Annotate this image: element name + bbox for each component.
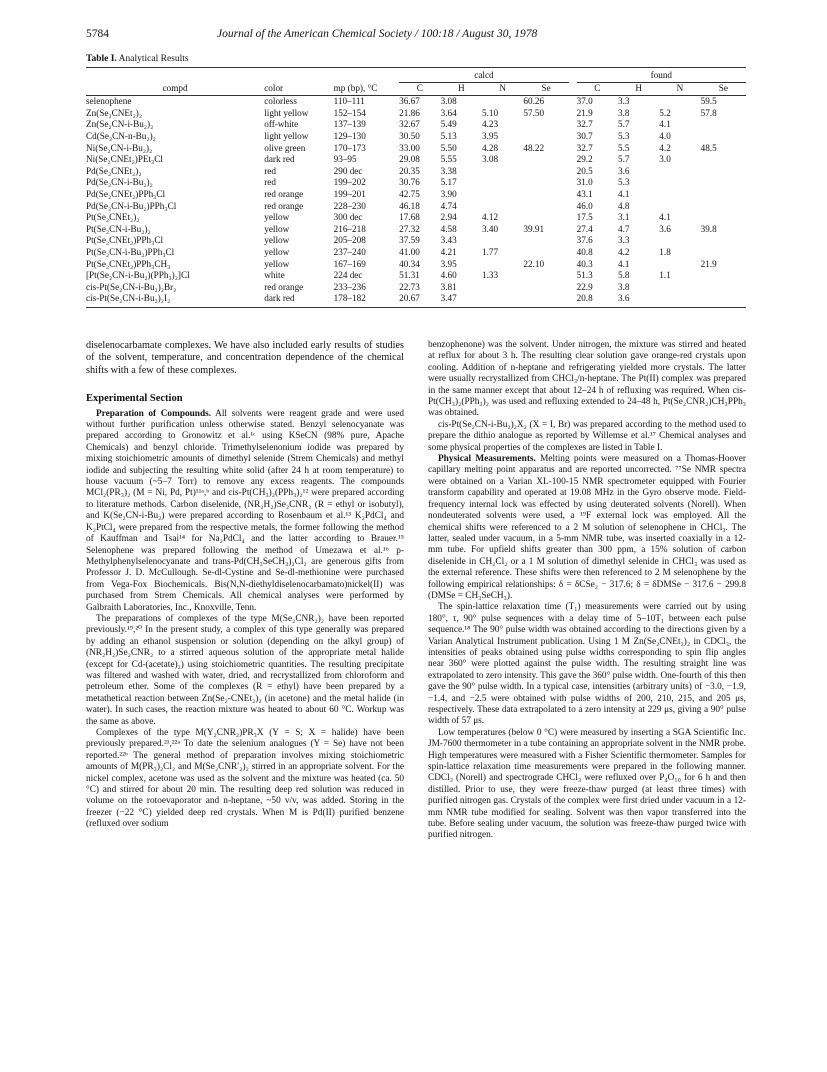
table-cell: red orange	[264, 188, 304, 199]
table-cell: 3.08	[482, 154, 499, 165]
table-row	[86, 131, 746, 143]
table-cell: 43.1	[576, 188, 593, 199]
table-cell: 3.08	[440, 96, 457, 107]
table-cell: white	[264, 270, 285, 281]
table-cell: selenophene	[86, 96, 132, 107]
table-cell: Pd(Se₂CNEt₂)₂	[86, 165, 142, 176]
found-group-header: found	[577, 68, 746, 83]
table-cell: Pt(Se₂CNEt₂)PPh₃Cl	[86, 235, 163, 246]
table-cell: 3.1	[618, 212, 630, 223]
table-cell: 170–173	[333, 142, 366, 153]
table-cell: 4.60	[440, 270, 457, 281]
table-cell	[701, 154, 746, 166]
paragraph	[86, 409, 404, 614]
table-title-text: Analytical Results	[116, 54, 189, 64]
table-cell: 17.5	[576, 212, 593, 223]
table-cell	[659, 166, 700, 178]
table-cell: 5.55	[440, 154, 457, 165]
table-cell: 17.68	[399, 212, 420, 223]
table-cell	[523, 119, 568, 131]
table-cell: 37.0	[576, 96, 593, 107]
table-gap	[569, 259, 577, 271]
table-cell	[701, 293, 746, 307]
table-cell: cis-Pt(Se₂CN-i-Bu₂)₂Br₂	[86, 281, 177, 292]
table-cell: 205–208	[333, 235, 366, 246]
table-cell: Zn(Se₂CN-i-Bu₂)₂	[86, 119, 154, 130]
table-cell	[701, 201, 746, 213]
table-cell: 4.12	[482, 212, 499, 223]
table-cell: 46.0	[576, 200, 593, 211]
table-cell: 5.17	[440, 177, 457, 188]
table-cell: 5.10	[482, 107, 499, 118]
column-header: C	[577, 82, 618, 96]
table-cell: red orange	[264, 200, 304, 211]
table-row	[86, 212, 746, 224]
column-header: Se	[523, 82, 568, 96]
table-cell: 57.50	[523, 107, 545, 118]
table-cell	[523, 201, 568, 213]
body-text	[86, 340, 746, 842]
table-cell: 40.8	[576, 246, 593, 257]
table-cell	[701, 177, 746, 189]
table-cell: 39.91	[523, 223, 545, 234]
table-row	[86, 143, 746, 155]
table-cell: 237–240	[333, 246, 366, 257]
table-cell: 3.6	[659, 223, 671, 234]
table-cell: cis-Pt(Se₂CN-i-Bu₂)₂I₂	[86, 293, 264, 307]
table-gap	[569, 235, 577, 247]
table-cell: 22.9	[576, 281, 593, 292]
table-cell: yellow	[264, 258, 290, 269]
table-row	[86, 177, 746, 189]
table-cell: 5.5	[618, 142, 630, 153]
column-header: H	[441, 82, 482, 96]
table-cell: 3.3	[618, 235, 630, 246]
table-cell: yellow	[264, 223, 290, 234]
table-cell: 3.6	[618, 293, 659, 307]
table-cell	[523, 177, 568, 189]
table-cell: 37.59	[399, 235, 420, 246]
table-cell: 60.26	[523, 96, 545, 107]
table-cell: 4.21	[440, 246, 457, 257]
table-cell: olive green	[264, 142, 306, 153]
paragraph: cis-Pt(Se₂CN-i-Bu₂)₂X₂ (X = I, Br) was prepared according to the method used to prepare the dithio analogue as reported by Willemse et al.¹⁷ Chemical analyses and some physical properties of the complexes are listed in Table I.	[428, 419, 746, 453]
table-cell	[701, 131, 746, 143]
table-cell	[701, 235, 746, 247]
table-cell	[659, 259, 700, 271]
table-cell: 41.00	[399, 246, 420, 257]
table-cell	[482, 201, 523, 213]
table-cell: 27.32	[399, 223, 420, 234]
table-cell: 3.81	[440, 281, 457, 292]
table-cell: 48.22	[523, 142, 545, 153]
column-header: H	[618, 82, 659, 96]
page-number: 5784	[86, 28, 109, 40]
table-cell: 40.34	[399, 258, 420, 269]
right-column	[428, 340, 746, 842]
table-cell: 4.8	[618, 200, 630, 211]
table-cell	[523, 282, 568, 294]
table-cell	[482, 166, 523, 178]
table-cell: 152–154	[333, 107, 366, 118]
table-cell	[482, 235, 523, 247]
table-cell: 4.0	[659, 130, 671, 141]
table-cell	[482, 177, 523, 189]
table-column-header	[86, 82, 746, 96]
table-cell: yellow	[264, 212, 290, 223]
journal-citation: Journal of the American Chemical Society / 100:18 / August 30, 1978	[217, 28, 538, 40]
table-cell	[523, 235, 568, 247]
table-cell: yellow	[264, 246, 290, 257]
column-header: compd	[86, 82, 264, 96]
table-caption	[86, 54, 746, 64]
table-cell: red orange	[264, 281, 304, 292]
table-row	[86, 270, 746, 282]
table-gap	[569, 201, 577, 213]
table-cell: 93–95	[333, 154, 357, 165]
table-cell: Pd(Se₂CN-i-Bu₂)PPh₃Cl	[86, 200, 177, 211]
table-cell: 178–182	[334, 293, 399, 307]
table-cell: 3.0	[659, 154, 671, 165]
column-header: color	[264, 82, 333, 96]
table-cell: red	[264, 165, 276, 176]
table-cell: 5.50	[440, 142, 457, 153]
table-cell	[701, 212, 746, 224]
calcd-group-header: calcd	[399, 68, 569, 83]
table-cell	[701, 119, 746, 131]
table-cell	[482, 96, 523, 108]
table-cell	[701, 282, 746, 294]
table-cell: dark red	[264, 154, 295, 165]
table-cell: 5.3	[618, 130, 630, 141]
table-cell	[659, 282, 700, 294]
table-cell: 5.7	[618, 154, 630, 165]
table-row	[86, 189, 746, 201]
table-cell	[482, 189, 523, 201]
table-cell: 20.35	[399, 165, 420, 176]
table-cell: Pt(Se₂CN-i-Bu₂)₂	[86, 223, 151, 234]
table-gap	[569, 212, 577, 224]
table-cell: 39.8	[700, 223, 717, 234]
table-cell: 30.76	[399, 177, 420, 188]
table-row	[86, 96, 746, 108]
table-cell	[482, 259, 523, 271]
table-cell: Pt(Se₂CN-i-Bu₂)PPh₃Cl	[86, 246, 175, 257]
table-gap	[569, 166, 577, 178]
column-header: N	[659, 82, 700, 96]
table-cell: 36.67	[399, 96, 420, 107]
table-cell: Pt(Se₂CNEt₂)₂	[86, 212, 140, 223]
table-cell: dark red	[264, 293, 333, 307]
table-cell: 1.33	[482, 270, 499, 281]
table-cell: 29.08	[399, 154, 420, 165]
table-cell: Zn(Se₂CNEt₂)₂	[86, 107, 143, 118]
table-cell: 224 dec	[333, 270, 363, 281]
table-cell	[659, 177, 700, 189]
table-body	[86, 96, 746, 308]
table-cell	[482, 293, 523, 307]
table-cell: 21.86	[399, 107, 420, 118]
intro-paragraph: diselenocarbamate complexes. We have also included early results of studies of the solvent, temperature, and concentration dependence of the chemical shifts with a few of these complexes.	[86, 340, 404, 376]
table-cell: 4.1	[659, 119, 671, 130]
running-header	[86, 28, 746, 46]
table-cell	[523, 189, 568, 201]
table-cell: 48.5	[700, 142, 717, 153]
table-cell: 32.7	[576, 119, 593, 130]
table-cell: 57.8	[700, 107, 717, 118]
run-in-heading: Physical Measurements.	[438, 454, 536, 465]
table-cell: 4.28	[482, 142, 499, 153]
table-cell: 3.6	[618, 165, 630, 176]
table-cell	[523, 270, 568, 282]
table-cell: 30.7	[576, 130, 593, 141]
table-cell: 22.73	[399, 281, 420, 292]
table-cell: 4.58	[440, 223, 457, 234]
table-cell: 228–230	[333, 200, 366, 211]
table-cell: colorless	[264, 96, 297, 107]
paragraph: benzophenone) was the solvent. Under nitrogen, the mixture was stirred and heated at reflux for about 3 h. The resulting clear solution gave orange-red crystals upon cooling. Addition of n-heptane and refrigerating yielded more crystals. The latter were usually recrystallized from CHCl₃/n-heptane. The Pt(II) complex was prepared in the same manner except that about 12–24 h of refluxing was required. When cis-Pt(CH₃)₂(PPh₃)₂ was used and refluxing extended to 24–48 h, Pt(Se₂CNR₂)CH₃PPh₃ was obtained.	[428, 340, 746, 419]
table-cell: 4.7	[618, 223, 630, 234]
table-cell: light yellow	[264, 130, 309, 141]
table-row	[86, 166, 746, 178]
table-cell: 51.3	[576, 270, 593, 281]
table-cell: 37.6	[576, 235, 593, 246]
table-cell: 20.8	[577, 293, 618, 307]
table-gap	[569, 293, 577, 307]
table-cell: [Pt(Se₂CN-i-Bu₂)(PPh₃)₂]Cl	[86, 270, 190, 281]
table-cell: 4.74	[440, 200, 457, 211]
table-gap	[569, 154, 577, 166]
table-cell: 3.8	[618, 107, 630, 118]
table-cell: 32.67	[399, 119, 420, 130]
table-cell: 233–236	[333, 281, 366, 292]
paragraph-text: All solvents were reagent grade and were used without further purification unless otherwise stated. Benzyl selenocyanate was prepared according to Gronowitz et al.¹ᶜ using KSeCN (98% pure, Apache Chemicals) and benzyl chloride. Trimethylselenonium iodide was prepared by mixing stoichiometric amounts of dimethyl selenide (Strem Chemicals) and methyl iodide and subjecting the resulting white solid (after 24 h at room temperature) to house vacuum (~5–7 Torr) to remove any excess reagents. The compounds MCl₂(PR₃)₂ (M = Ni, Pd, Pt)¹¹ᵃ,ᵇ and cis-Pt(CH₃)₂(PPh₃)₂¹² were prepared according to literature methods. Carbon diselenide, (NR₂H₂)Se₂CNR₂ (R = ethyl or isobutyl), and K(Se₂CN-i-Bu₂) were prepared according to Rosenbaum et al.¹³ K₂PdCl₄ and K₂PtCl₄ were prepared from the respective metals, the former following the method of Kauffman and Tsai¹⁴ for Na₂PdCl₄ and the latter according to Brauer.¹⁵ Selenophene was prepared following the method of Umezawa et al.¹⁶ p-Methylphenylselenocyanate and trans-Pd(CH₃SeCH₃)₂Cl₂ are generous gifts from Professor J. D. McCullough. Se-dl-Cystine and Se-dl-methionine were purchased from Vega-Fox Biochemicals. Bis(N,N-diethyldiselenocarbamato)nickel(II) was purchased from Strem Chemicals. All chemical analyses were performed by Galbraith Laboratories, Inc., Knoxville, Tenn.	[86, 408, 404, 613]
table-label: Table I.	[86, 54, 117, 64]
table-cell: 46.18	[399, 200, 420, 211]
table-cell: 51.31	[399, 270, 420, 281]
analytical-results-table	[86, 67, 746, 308]
run-in-heading: Preparation of Compounds.	[96, 408, 212, 419]
table-cell: Ni(Se₂CN-i-Bu₂)₂	[86, 142, 153, 153]
table-cell: 4.2	[618, 246, 630, 257]
table-cell: 31.0	[576, 177, 593, 188]
paragraph: Low temperatures (below 0 °C) were measured by inserting a SGA Scientific Inc. JM-7600 thermometer in a tube containing an appropriate solvent in the NMR probe. High temperatures were measured with a Fisher Scientific thermometer. Samples for spin-lattice relaxation time measurements were prepared in the following manner. CDCl₃ (Norell) and spectrograde CHCl₃ were refluxed over P₄O₁₀ for 6 h and then distilled. Prior to use, they were freeze-thaw purged (at least three times) with purified nitrogen gas. Crystals of the complex were first dried under vacuum in a 12-mm NMR tube modified for sealing. Solvent was then vapor transferred into the tube. Before sealing under vacuum, the solution was freeze-thaw purged twice with purified nitrogen.	[428, 727, 746, 841]
table-cell: Pd(Se₂CN-i-Bu₂)₂	[86, 177, 153, 188]
column-header: mp (bp), °C	[334, 82, 399, 96]
table-row	[86, 247, 746, 259]
table-gap	[569, 108, 577, 120]
table-cell	[659, 96, 700, 108]
table-cell	[482, 282, 523, 294]
table-cell: 5.3	[618, 177, 630, 188]
table-cell: 199–201	[333, 188, 366, 199]
table-cell: 300 dec	[333, 212, 363, 223]
table-cell	[523, 247, 568, 259]
table-cell: 5.13	[440, 130, 457, 141]
table-cell	[659, 293, 700, 307]
table-cell	[523, 212, 568, 224]
table-cell: 2.94	[440, 212, 457, 223]
table-row	[86, 259, 746, 271]
table-cell: 3.95	[482, 130, 499, 141]
table-cell	[701, 270, 746, 282]
table-gap	[569, 119, 577, 131]
table-gap	[569, 224, 577, 236]
table-cell: 110–111	[333, 96, 365, 107]
table-gap	[569, 270, 577, 282]
table-cell: 33.00	[399, 142, 420, 153]
table-cell: 129–130	[333, 130, 366, 141]
paragraph-text: Melting points were measured on a Thomas-Hoover capillary melting point apparatus and are reported uncorrected. ⁷⁷Se NMR spectra were obtained on a Varian XL-100-15 NMR spectrometer equipped with Fourier transform capability and operated at 19.08 MHz in the Gyro observe mode. Field-frequency internal lock was effected by using deuterated solvents (Norell). When nondeuterated solvents were used, a ¹⁹F external lock was employed. All the chemical shifts were referenced to a 2 M solution of selenophene in CHCl₃. The latter, sealed under vacuum, in a 5-mm NMR tube, was inserted coaxially in a 12-mm tube. For upfield shifts greater than 300 ppm, a 15% solution of carbon diselenide in CH₂Cl₂ or a 1 M solution of dimethyl selenide in CHCl₃ was used as the external reference. These shifts were then referenced to 2 M selenophene by the following empirical relationships: δ = δCSe₂ − 317.6; δ = δDMSe − 317.6 − 299.8 (DMSe = CH₃SeCH₃).	[428, 454, 746, 601]
table-row	[86, 119, 746, 131]
table-row	[86, 201, 746, 213]
table-cell: 3.47	[441, 293, 482, 307]
table-cell: 199–202	[333, 177, 366, 188]
table-cell: yellow	[264, 235, 290, 246]
table-cell: 29.2	[576, 154, 593, 165]
table-cell: 32.7	[576, 142, 593, 153]
table-cell: 167–169	[333, 258, 366, 269]
table-cell: 40.3	[576, 258, 593, 269]
table-cell: 5.8	[618, 270, 630, 281]
table-row	[86, 293, 746, 307]
section-heading: Experimental Section	[86, 393, 183, 405]
table-cell: Ni(Se₂CNEt₂)PEt₃Cl	[86, 154, 163, 165]
table-cell: 30.50	[399, 130, 420, 141]
table-cell: Pt(Se₂CNEt₂)PPh₃CH₃	[86, 258, 171, 269]
table-cell: off-white	[264, 119, 299, 130]
table-row	[86, 235, 746, 247]
table-cell: 21.9	[576, 107, 593, 118]
table-cell: red	[264, 177, 276, 188]
table-cell: 59.5	[700, 96, 717, 107]
table-cell: 27.4	[576, 223, 593, 234]
table-cell: 3.8	[618, 281, 630, 292]
table-cell: 5.2	[659, 107, 671, 118]
table-cell	[523, 154, 568, 166]
table-cell: Cd(Se₂CN-n-Bu₂)₂	[86, 130, 156, 141]
table-cell	[523, 166, 568, 178]
table-cell	[701, 247, 746, 259]
table-cell	[701, 166, 746, 178]
paragraph	[428, 454, 746, 602]
table-cell: 22.10	[523, 258, 545, 269]
table-gap	[569, 143, 577, 155]
table-cell: 1.77	[482, 246, 499, 257]
table-cell	[701, 189, 746, 201]
table-row	[86, 224, 746, 236]
table-cell: 21.9	[700, 258, 717, 269]
page	[86, 28, 746, 308]
table-cell: 4.1	[618, 258, 630, 269]
paragraph: Complexes of the type M(Y₂CNR₂)PR₃X (Y = S; X = halide) have been previously prepared.²¹,²²ᵃ To date the selenium analogues (Y = Se) have not been reported.²²ᵇ The general method of preparation involves mixing stoichiometric amounts of M(PR₃)₂Cl₂ and M(Se₂CNR′₂)₂ stirred in an appropriate solvent. For the nickel complex, acetone was used as the solvent and the mixture was heated (ca. 50 °C) and stirred for about 20 min. The resulting deep red solution was reduced in volume on the rotoevaporator and n-heptane, ~50 v/v, was added. Storing in the freezer (−22 °C) yielded deep red crystals. When M is Pd(II) purified benzene (refluxed over sodium	[86, 728, 404, 830]
table-cell: 3.40	[482, 223, 499, 234]
table-cell: 216–218	[333, 223, 366, 234]
table-cell: light yellow	[264, 107, 309, 118]
table-gap	[569, 131, 577, 143]
table-gap	[569, 247, 577, 259]
table-cell: 1.8	[659, 246, 671, 257]
table-cell	[659, 235, 700, 247]
table-cell	[659, 189, 700, 201]
paragraph: The preparations of complexes of the type M(Se₂CNR₂)₂ have been reported previously.¹⁹,²⁰ In the present study, a complex of this type generally was prepared by adding an ethanol suspension or solution (depending on the alkyl group) of (NR₂H₂)Se₂CNR₂ to a stirred aqueous solution of the appropriate metal halide (except for Cd-(acetate)₂) using stoichiometric quantities. The resulting precipitate was filtered and washed with water, dried, and recrystallized from chloroform and petroleum ether. Some of the complexes (R = ethyl) have been prepared by a metathetical reaction between Zn(Se₂-CNEt₂)₂ (in acetone) and the metal halide (in water). In such cases, the reaction mixture was heated to about 60 °C. Workup was the same as above.	[86, 613, 404, 727]
table-cell: 3.64	[440, 107, 457, 118]
left-column	[86, 340, 404, 842]
table-group-header	[86, 68, 746, 83]
table-cell: 5.7	[618, 119, 630, 130]
table-gap	[569, 177, 577, 189]
table-cell: 4.1	[659, 212, 671, 223]
table-cell: 290 dec	[333, 165, 363, 176]
table-row	[86, 282, 746, 294]
table-cell: 137–139	[333, 119, 366, 130]
table-cell: 42.75	[399, 188, 420, 199]
table-gap	[569, 189, 577, 201]
table-cell: 3.3	[618, 96, 630, 107]
table-cell: 4.23	[482, 119, 499, 130]
table-cell: 20.67	[399, 293, 441, 307]
table-cell: Pd(Se₂CNEt₂)PPh₃Cl	[86, 188, 166, 199]
table-row	[86, 154, 746, 166]
table-row	[86, 108, 746, 120]
table-cell	[523, 293, 568, 307]
column-header: N	[482, 82, 523, 96]
table-cell: 3.95	[440, 258, 457, 269]
table-cell: 4.2	[659, 142, 671, 153]
table-cell	[659, 201, 700, 213]
table-cell: 3.43	[440, 235, 457, 246]
table-cell: 1.1	[659, 270, 671, 281]
table-gap	[569, 96, 577, 108]
table-cell: 5.49	[440, 119, 457, 130]
paragraph: The spin-lattice relaxation time (T₁) measurements were carried out by using 180°, τ, 90° pulse sequences with a delay time of 5–10T₁ between each pulse sequence.¹⁸ The 90° pulse width was obtained according to the directions given by a Varian Analytical Instrument publication. Using 1 M Zn(Se₂CNEt₂)₂ in CDCl₃, the intensities of peaks obtained using pulse widths corresponding to spin flip angles near 360° were plotted against the pulse width. The resulting straight line was extrapolated to zero intensity. This gave the 360° pulse width. One-fourth of this then gave the 90° pulse width. In a typical case, intensities (arbitrary units) of −3.0, −1.9, −1.4, and −2.5 were obtained with pulse widths of 200, 210, 215, and 205 μs, respectively. These data extrapolated to a zero intensity at 229 μs, giving a 90° pulse width of 57 μs.	[428, 602, 746, 727]
table-cell: 4.1	[618, 188, 630, 199]
table-cell: 3.38	[440, 165, 457, 176]
table-gap	[569, 282, 577, 294]
table-cell: 3.90	[440, 188, 457, 199]
table-cell	[523, 131, 568, 143]
column-header: Se	[701, 82, 746, 96]
column-header: C	[399, 82, 441, 96]
table-cell: 20.5	[576, 165, 593, 176]
